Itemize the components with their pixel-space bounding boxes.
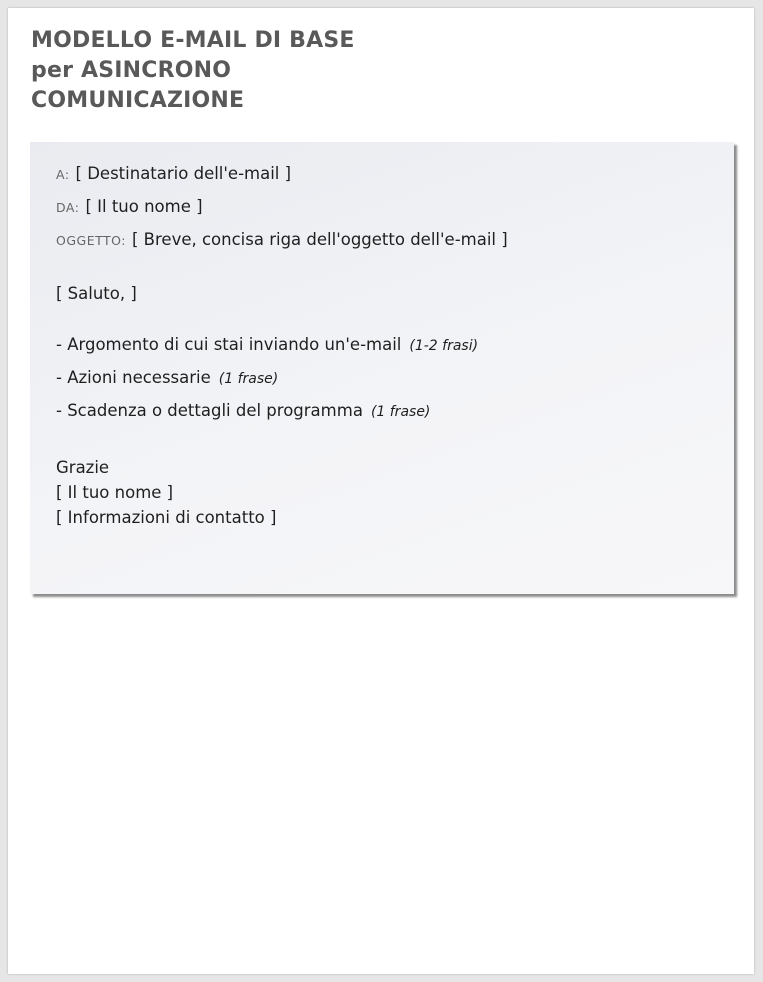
title-line-1: MODELLO E-MAIL DI BASE: [31, 28, 355, 53]
bullet-text: - Scadenza o dettagli del programma: [56, 401, 363, 420]
signature-contact: [ Informazioni di contatto ]: [56, 508, 277, 527]
bullet-note: (1 frase): [218, 371, 279, 387]
to-value: [ Destinatario dell'e-mail ]: [75, 164, 292, 183]
list-item: [56, 401, 430, 420]
document-title: [31, 26, 355, 116]
bullet-text: - Azioni necessarie: [56, 368, 211, 387]
title-line-3: COMUNICAZIONE: [31, 88, 245, 113]
list-item: [56, 335, 478, 354]
subject-value: [ Breve, concisa riga dell'oggetto dell'e-mail ]: [132, 230, 508, 249]
from-field: [56, 197, 203, 216]
list-item: [56, 368, 278, 387]
document-page: [8, 8, 754, 974]
greeting: [ Saluto, ]: [56, 284, 137, 303]
bullet-note: (1-2 frasi): [409, 338, 479, 354]
title-line-2: per ASINCRONO: [31, 58, 232, 83]
closing: Grazie: [56, 458, 110, 477]
from-label: DA:: [56, 200, 80, 215]
signature-name: [ Il tuo nome ]: [56, 483, 174, 502]
to-field: [56, 164, 291, 183]
bullet-text: - Argomento di cui stai inviando un'e-mail: [56, 335, 402, 354]
bullet-note: (1 frase): [370, 404, 431, 420]
subject-label: OGGETTO:: [56, 233, 126, 248]
email-template-card: [30, 142, 734, 594]
from-value: [ Il tuo nome ]: [85, 197, 203, 216]
to-label: A:: [56, 167, 70, 182]
subject-field: [56, 230, 508, 249]
